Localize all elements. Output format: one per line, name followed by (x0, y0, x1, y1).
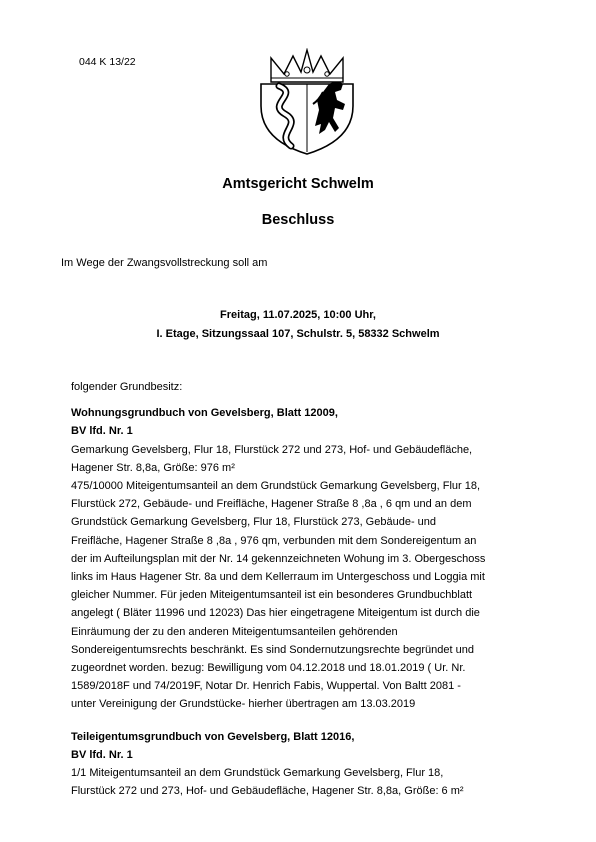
entry-line: zugeordnet worden. bezug: Bewilligung vom 04.12.2018 und 18.01.2019 ( Ur. Nr. (71, 662, 466, 675)
register-subheading: BV lfd. Nr. 1 (71, 748, 133, 761)
entry-line: Freifläche, Hagener Straße 8 ,8a , 976 qm, verbunden mit dem Sondereigentum an (71, 534, 477, 547)
entry-line: gleicher Nummer. Für jeden Miteigentumsanteil ist ein besonderes Grundbuchblatt (71, 589, 473, 602)
entry-line: der im Aufteilungsplan mit der Nr. 14 gekennzeichneten Wohung im 3. Obergeschoss (71, 552, 486, 565)
court-name: Amtsgericht Schwelm (222, 176, 374, 192)
register-entry (71, 728, 541, 801)
property-intro: folgender Grundbesitz: (71, 381, 183, 393)
entry-line: links im Haus Hagener Str. 8a und dem Kellerraum im Untergeschoss und Loggia mit (71, 571, 485, 584)
register-entry (71, 404, 541, 713)
entry-line: Hagener Str. 8,8a, Größe: 976 m² (71, 461, 235, 474)
property-section (71, 378, 541, 800)
entry-line: Sondereigentumsrechts beschränkt. Es sind Sondernutzungsrechte begründet und (71, 643, 474, 656)
entry-line: Flurstück 272 und 273, Hof- und Gebäudefläche, Hagener Str. 8,8a, Größe: 6 m² (71, 785, 464, 798)
entry-line: Einräumung der zu den anderen Miteigentumsanteilen gehörenden (71, 625, 398, 638)
entry-line: unter Vereinigung der Grundstücke- hierher übertragen am 13.03.2019 (71, 698, 416, 711)
entry-line: angelegt ( Bläter 11996 und 12023) Das hier eingetragene Miteigentum ist durch die (71, 607, 480, 620)
document-title: Beschluss (261, 212, 335, 228)
entry-line: Gemarkung Gevelsberg, Flur 18, Flurstück 272 und 273, Hof- und Gebäudefläche, (71, 443, 473, 456)
register-subheading: BV lfd. Nr. 1 (71, 425, 133, 438)
entry-line: 1/1 Miteigentumsanteil an dem Grundstück Gemarkung Gevelsberg, Flur 18, (71, 767, 444, 780)
register-heading: Wohnungsgrundbuch von Gevelsberg, Blatt 12009, (71, 407, 338, 420)
entry-line: Grundstück Gemarkung Gevelsberg, Flur 18, Flurstück 273, Gebäude- und (71, 516, 437, 529)
coat-of-arms-crest (257, 48, 357, 156)
case-reference: 044 K 13/22 (79, 56, 136, 68)
entry-line: 1589/2018F und 74/2019F, Notar Dr. Henrich Fabis, Wuppertal. Von Baltt 2081 - (71, 680, 461, 693)
entry-line: Flurstück 272, Gebäude- und Freifläche, Hagener Straße 8 ,8a , 6 qm und an dem (71, 498, 472, 511)
appointment-date: Freitag, 11.07.2025, 10:00 Uhr, (220, 309, 376, 321)
entry-line: 475/10000 Miteigentumsanteil an dem Grundstück Gemarkung Gevelsberg, Flur 18, (71, 480, 481, 493)
appointment-location: I. Etage, Sitzungssaal 107, Schulstr. 5, 58332 Schwelm (156, 328, 440, 340)
intro-text: Im Wege der Zwangsvollstreckung soll am (61, 257, 268, 269)
register-heading: Teileigentumsgrundbuch von Gevelsberg, Blatt 12016, (71, 730, 355, 743)
